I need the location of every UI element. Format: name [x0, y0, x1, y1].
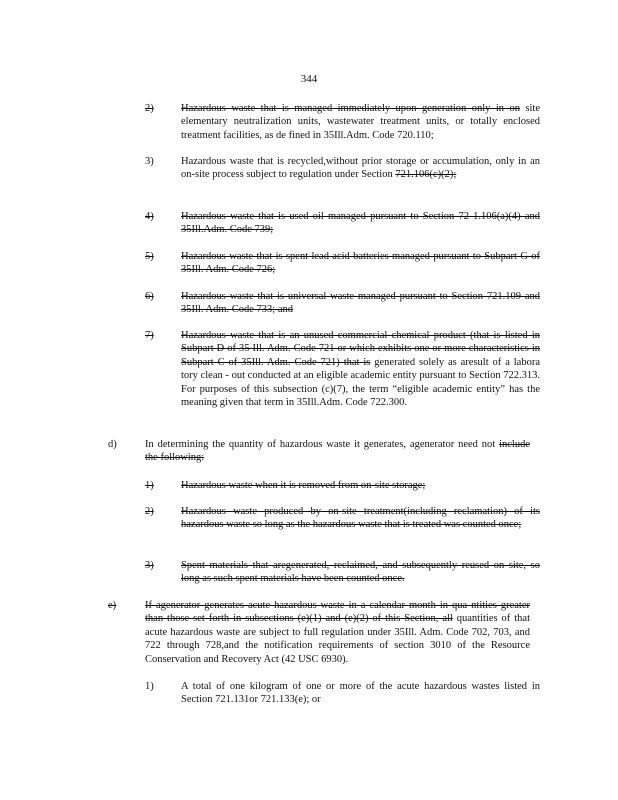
retained-text: quantities of that acute hazardous waste are subject to full regulation under 35Ill. Adm. Code 702, 703, and 722 through 728,and the notification requirements of section 3010 of the Resource Conservation and Recovery Act (42 USC 6930). — [145, 613, 530, 665]
item-text — [181, 479, 540, 492]
item-text — [181, 680, 540, 707]
item-text — [145, 438, 530, 465]
item-label: 1) — [145, 480, 154, 491]
deleted-text: Hazardous waste that is managed immediately upon generation only in on — [181, 103, 520, 114]
item-label: 5) — [145, 251, 154, 262]
item-label: 1) — [145, 681, 154, 692]
retained-text: In determining the quantity of hazardous waste it generates, agenerator need not — [145, 439, 500, 450]
item-label: 4) — [145, 211, 154, 222]
item-label: e) — [108, 600, 117, 611]
retained-text: A total of one kilogram of one or more of the acute hazardous wastes listed in Section 721.131or 721.133(e); or — [181, 681, 540, 706]
retained-text: site elementary neutralization units, wastewater treatment units, or totally enclosed treatment facilities, as de fined in 35Ill.Adm. Code 720.110; — [181, 103, 540, 141]
page-number: 344 — [300, 73, 318, 85]
item-label: 2) — [145, 506, 154, 517]
retained-text: generated solely as aresult of a labora tory clean - out conducted at an eligible academic entity pursuant to Section 722.313. For purposes of this subsection (c)(7), the term “eligible academic entity” has the meaning given that term in 35Ill.Adm. Code 722.300. — [181, 356, 540, 409]
deleted-text: Hazardous waste that is universal waste managed pursuant to Section 721.109 and 35Ill. Adm. Code 733; and — [181, 291, 540, 316]
item-text — [181, 155, 540, 182]
item-text — [181, 250, 540, 277]
item-label: 7) — [145, 330, 154, 341]
item-label: 6) — [145, 291, 154, 302]
deleted-text: Hazardous waste that is used oil managed pursuant to Section 72 1.106(a)(4) and 35Ill.Adm. Code 739; — [181, 211, 540, 236]
item-text — [181, 102, 540, 142]
item-label: 3) — [145, 156, 154, 167]
deleted-text: Hazardous waste produced by on-site treatment(including reclamation) of its hazardous waste so long as the hazardous waste that is treated was counted once; — [181, 506, 540, 531]
deleted-text: Spent materials that aregenerated, reclaimed, and subsequently reused on site, so long as such spent materials have been counted once. — [181, 560, 540, 585]
item-text — [181, 329, 540, 409]
deleted-text: If agenerator generates acute hazardous waste in a calendar month in qua ntities greater than those set forth in subsections (e)(1) and (e)(2) of this Section, all — [145, 600, 530, 625]
item-label: 3) — [145, 560, 154, 571]
item-text — [145, 599, 530, 666]
item-text — [181, 210, 540, 237]
retained-text: Hazardous waste that is recycled,without prior storage or accumulation, only in an on-site process subject to regulation under Section — [181, 156, 540, 181]
item-label: 2) — [145, 103, 154, 114]
item-text — [181, 505, 540, 532]
deleted-text: Hazardous waste that is spent lead acid batteries managed pursuant to Subpart G of 35Ill. Adm. Code 726; — [181, 251, 540, 276]
deleted-text: Hazardous waste when it is removed from on-site storage; — [181, 480, 426, 491]
item-text — [181, 290, 540, 317]
deleted-text: Hazardous waste that is an unused commercial chemical product (that is listed in Subpart D of 35 Ill. Adm. Code 721 or which exhibits one or more characteristics in Subpart C of 35Ill. Adm. Code 721) that is — [181, 330, 540, 368]
deleted-text: include the following: — [145, 439, 530, 464]
item-label: d) — [108, 439, 117, 450]
item-text — [181, 559, 540, 586]
deleted-text: 721.106(c)(2); — [395, 169, 457, 181]
